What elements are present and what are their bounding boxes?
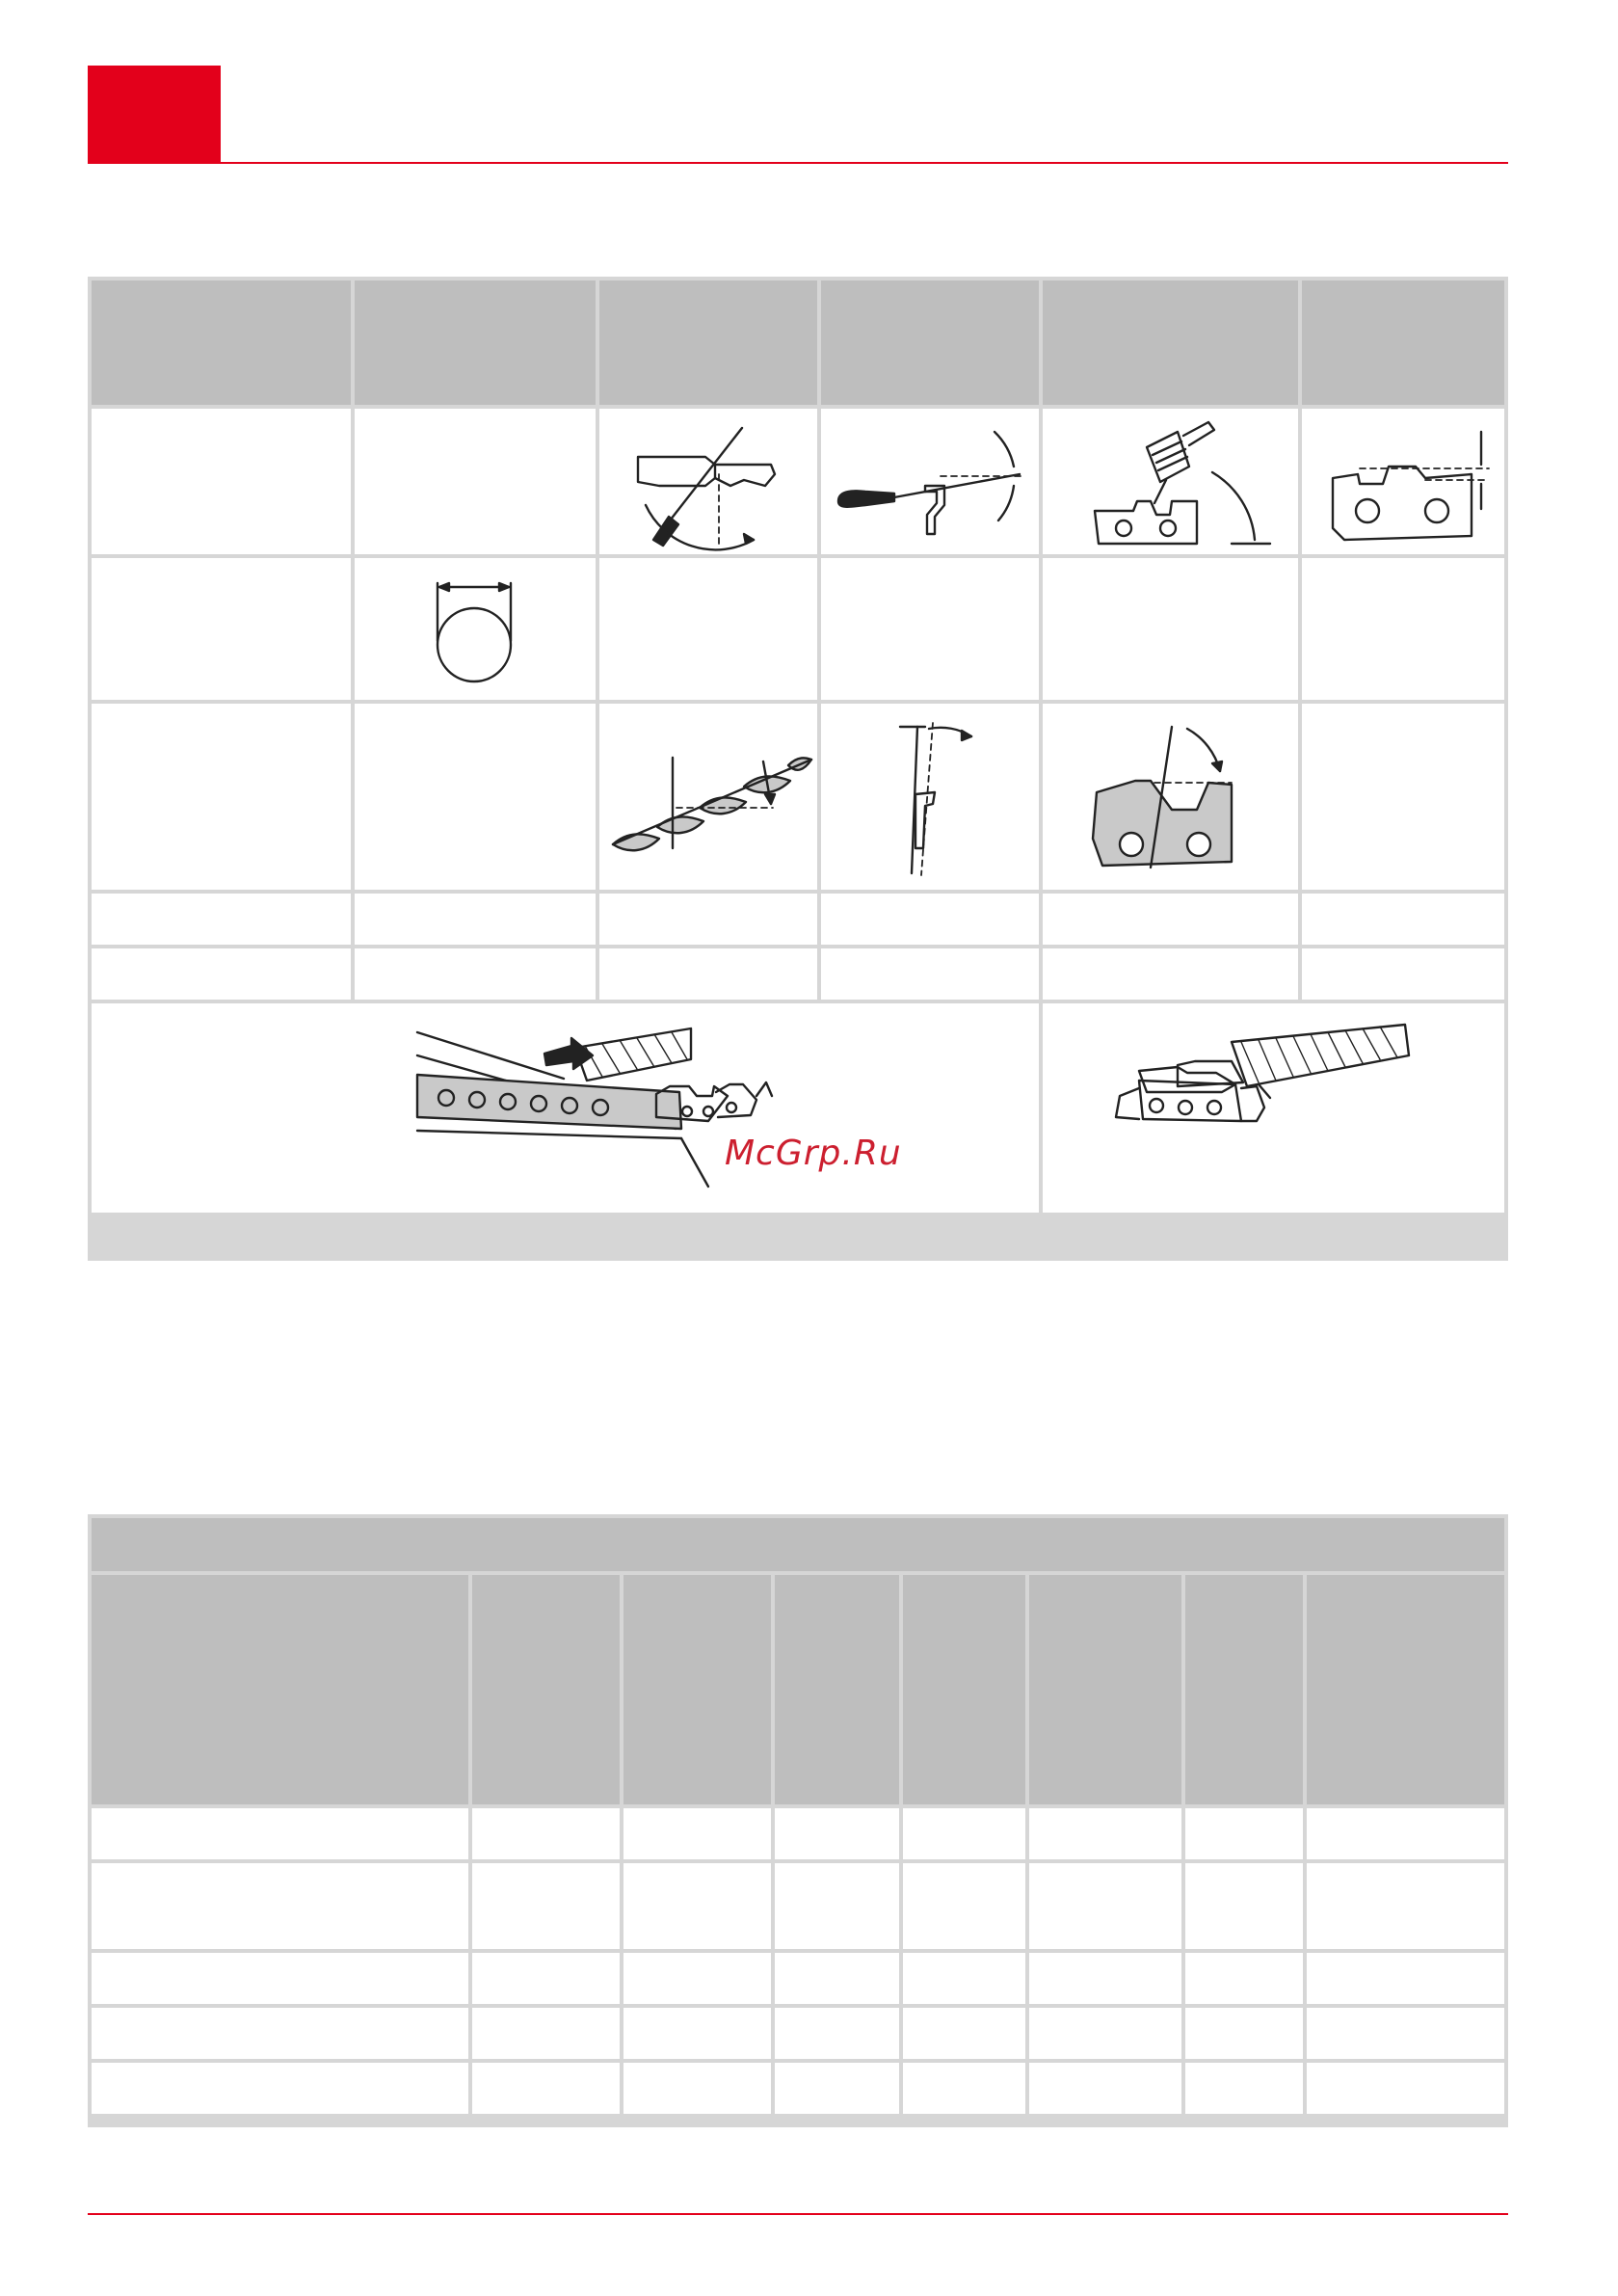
chain-table-cell (623, 1953, 771, 2004)
chain-table-cell (1307, 1808, 1504, 1859)
cutter-top-angle-icon (1043, 704, 1298, 890)
sharpening-table-cell (92, 409, 351, 554)
chain-table-cell (775, 1863, 899, 1949)
sharpening-table-header-cell (1043, 280, 1298, 405)
chain-table-cell (1185, 2063, 1303, 2114)
chain-table-cell (903, 1863, 1025, 1949)
chain-table-cell (1029, 1863, 1181, 1949)
sharpening-table-cell (599, 894, 817, 945)
sharpening-table-header-cell (599, 280, 817, 405)
sharpening-table-cell (1302, 409, 1504, 554)
chain-table-cell (1029, 2008, 1181, 2059)
sharpening-table-cell (1043, 704, 1298, 890)
chain-table-cell (92, 1953, 468, 2004)
vertical-tilt-angle-icon (821, 704, 1039, 890)
chain-table-header-cell (92, 1575, 468, 1804)
header-accent-block (88, 66, 221, 164)
sharpening-table (88, 277, 1508, 1261)
chain-table-title-cell (92, 1518, 1504, 1571)
sharpening-table-cell (92, 948, 351, 1000)
file-holder-angle-icon (821, 409, 1039, 554)
chain-table-cell (1307, 1953, 1504, 2004)
sharpening-table-cell (1043, 948, 1298, 1000)
chain-table-cell (1307, 2008, 1504, 2059)
sharpening-table-header-cell (1302, 280, 1504, 405)
chain-table-cell (1185, 1863, 1303, 1949)
sharpening-table-cell (1302, 558, 1504, 700)
chain-table-cell (472, 2008, 620, 2059)
chain-table-cell (623, 2063, 771, 2114)
flat-file-depth-gauge-icon (1043, 1003, 1504, 1213)
watermark: McGrp.Ru (725, 1134, 902, 1173)
chain-table-cell (1029, 1953, 1181, 2004)
sharpening-table-cell (1302, 704, 1504, 890)
chain-table-cell (472, 1808, 620, 1859)
sharpening-table-cell (92, 558, 351, 700)
chain-table-cell (903, 1953, 1025, 2004)
sharpening-table-cell (1302, 894, 1504, 945)
sharpening-table-cell (355, 704, 596, 890)
sharpening-table-cell (821, 409, 1039, 554)
sharpening-table-cell (355, 948, 596, 1000)
sharpening-table-cell (1043, 558, 1298, 700)
chain-table-cell (472, 2063, 620, 2114)
sharpening-table-cell (355, 558, 596, 700)
chain-table-cell (775, 2063, 899, 2114)
chain-table-cell (903, 2063, 1025, 2114)
sharpening-table-cell (1043, 894, 1298, 945)
chain-table-cell (903, 2008, 1025, 2059)
chain-table-cell (472, 1953, 620, 2004)
sharpening-table-cell (92, 894, 351, 945)
chain-table-header-cell (1307, 1575, 1504, 1804)
chain-table-cell (1185, 1808, 1303, 1859)
sharpening-table-cell (599, 948, 817, 1000)
sharpening-table-cell (92, 704, 351, 890)
chain-table-cell (903, 1808, 1025, 1859)
sharpening-table-cell (92, 1003, 1039, 1213)
chain-side-plate-angle-icon (599, 704, 817, 890)
sharpening-table-cell (599, 704, 817, 890)
chain-table-header-cell (1185, 1575, 1303, 1804)
chain-table-cell (92, 1863, 468, 1949)
chain-table-header-cell (472, 1575, 620, 1804)
chain-table-cell (1029, 2063, 1181, 2114)
chain-table-cell (623, 1863, 771, 1949)
chain-table-cell (1185, 2008, 1303, 2059)
sharpening-table-cell (599, 409, 817, 554)
sharpening-table-cell (821, 894, 1039, 945)
sharpening-table-cell (1043, 409, 1298, 554)
chain-table (88, 1514, 1508, 2127)
chain-table-header-cell (1029, 1575, 1181, 1804)
chain-table-cell (775, 2008, 899, 2059)
chain-table-cell (623, 1808, 771, 1859)
chain-table-cell (775, 1808, 899, 1859)
sharpening-table-cell (355, 894, 596, 945)
chain-table-cell (472, 1863, 620, 1949)
footer-rule (88, 2213, 1508, 2215)
chain-table-cell (1029, 1808, 1181, 1859)
chain-table-cell (775, 1953, 899, 2004)
chain-table-cell (623, 2008, 771, 2059)
chain-table-cell (92, 2063, 468, 2114)
header-rule (88, 162, 1508, 164)
chain-table-cell (92, 1808, 468, 1859)
chain-table-cell (92, 2008, 468, 2059)
chain-table-header-cell (623, 1575, 771, 1804)
sharpening-table-cell (1302, 948, 1504, 1000)
sharpening-table-header-cell (355, 280, 596, 405)
sharpening-table-cell (821, 558, 1039, 700)
sharpening-table-cell (1043, 1003, 1504, 1213)
sharpening-table-cell (821, 948, 1039, 1000)
sharpening-table-cell (599, 558, 817, 700)
depth-gauge-tool-icon (1043, 409, 1298, 554)
depth-gauge-height-icon (1302, 409, 1504, 554)
chain-table-cell (1307, 1863, 1504, 1949)
chain-table-cell (1185, 1953, 1303, 2004)
sharpening-table-cell (821, 704, 1039, 890)
sharpening-table-cell (355, 409, 596, 554)
flat-file-on-chain-icon (92, 1003, 1039, 1213)
chain-table-header-cell (903, 1575, 1025, 1804)
sharpening-table-header-cell (821, 280, 1039, 405)
file-top-plate-angle-icon (599, 409, 817, 554)
file-diameter-icon (355, 558, 596, 700)
chain-table-cell (1307, 2063, 1504, 2114)
chain-table-header-cell (775, 1575, 899, 1804)
sharpening-table-header-cell (92, 280, 351, 405)
